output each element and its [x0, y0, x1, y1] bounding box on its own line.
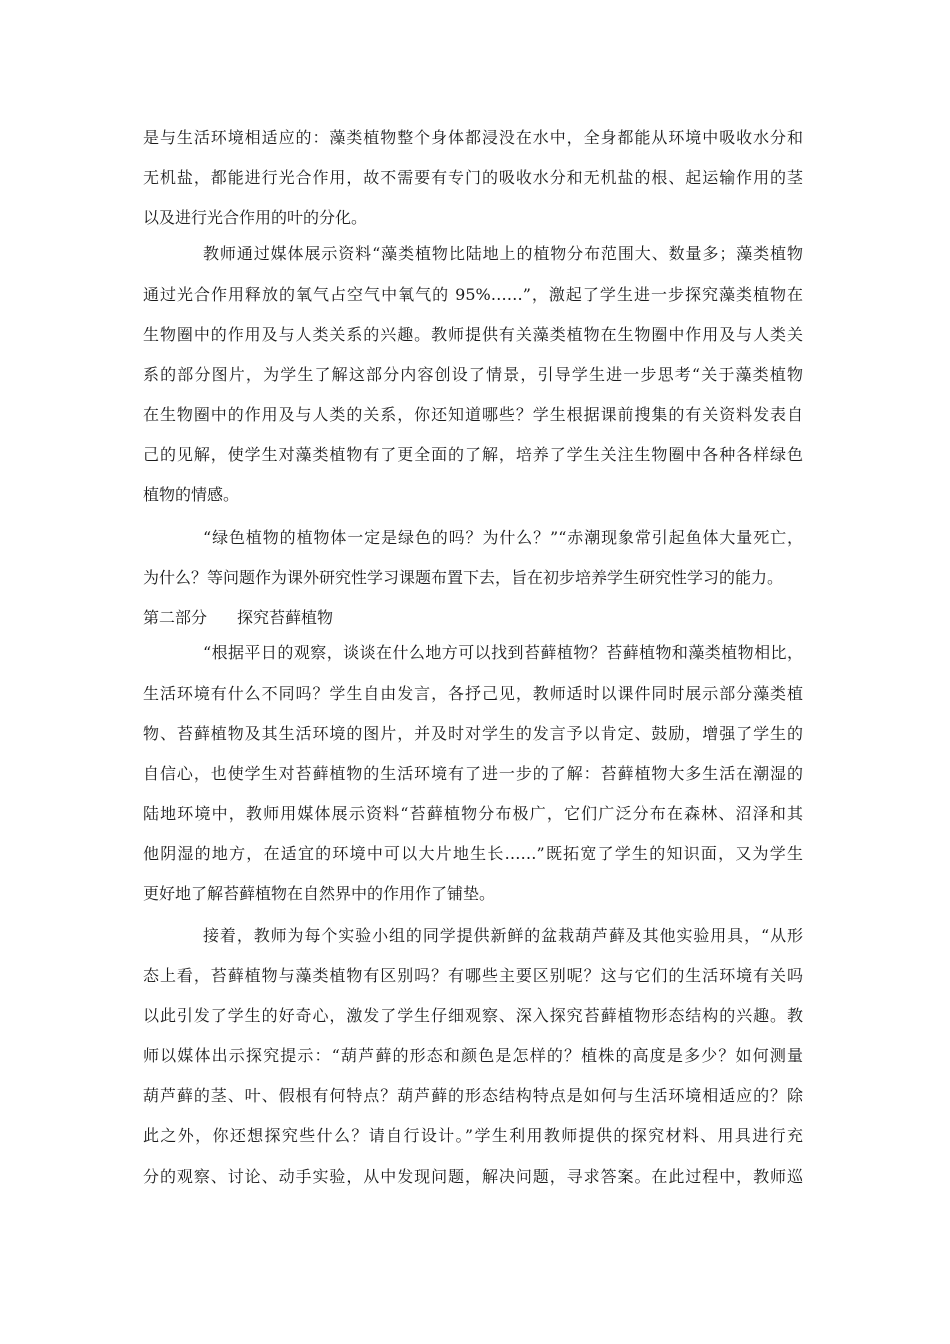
section-heading	[143, 604, 333, 632]
section-part-label: 第二部分	[143, 608, 208, 627]
paragraph-1-line-1: 是与生活环境相适应的：藻类植物整个身体都浸没在水中，全身都能从环境中吸收水分和	[143, 128, 803, 147]
paragraph-5-line-4: 师以媒体出示探究提示：“葫芦藓的形态和颜色是怎样的？植株的高度是多少？如何测量	[143, 1046, 803, 1065]
paragraph-4-line-2: 生活环境有什么不同吗？学生自由发言，各抒己见，教师适时以课件同时展示部分藻类植	[143, 684, 803, 703]
paragraph-1-line-3: 以及进行光合作用的叶的分化。	[143, 208, 368, 227]
paragraph-4-line-1: “根据平日的观察，谈谈在什么地方可以找到苔藓植物？苔藓植物和藻类植物相比，	[203, 643, 803, 662]
paragraph-5-line-2: 态上看，苔藓植物与藻类植物有区别吗？有哪些主要区别呢？这与它们的生活环境有关吗	[143, 966, 803, 985]
paragraph-1-line-2: 无机盐，都能进行光合作用，故不需要有专门的吸收水分和无机盐的根、起运输作用的茎	[143, 168, 803, 187]
paragraph-4-line-5: 陆地环境中，教师用媒体展示资料“苔藓植物分布极广，它们广泛分布在森林、沼泽和其	[143, 804, 803, 823]
paragraph-2-line-6: 己的见解，使学生对藻类植物有了更全面的了解，培养了学生关注生物圈中各种各样绿色	[143, 445, 803, 464]
paragraph-4-line-7: 更好地了解苔藓植物在自然界中的作用作了铺垫。	[143, 884, 496, 903]
paragraph-5-line-7: 分的观察、讨论、动手实验，从中发现问题，解决问题，寻求答案。在此过程中，教师巡	[143, 1167, 803, 1186]
paragraph-2-line-2: 通过光合作用释放的氧气占空气中氧气的 95%……”，激起了学生进一步探究藻类植物在	[143, 285, 803, 304]
paragraph-4-line-3: 物、苔藓植物及其生活环境的图片，并及时对学生的发言予以肯定、鼓励，增强了学生的	[143, 724, 803, 743]
paragraph-2-line-4: 系的部分图片，为学生了解这部分内容创设了情景，引导学生进一步思考“关于藻类植物	[143, 365, 803, 384]
paragraph-4-line-4: 自信心，也使学生对苔藓植物的生活环境有了进一步的了解：苔藓植物大多生活在潮湿的	[143, 764, 803, 783]
section-title: 探究苔藓植物	[237, 608, 334, 627]
paragraph-2-line-7: 植物的情感。	[143, 485, 240, 504]
paragraph-2-line-3: 生物圈中的作用及与人类关系的兴趣。教师提供有关藻类植物在生物圈中作用及与人类关	[143, 325, 803, 344]
paragraph-5-line-3: 以此引发了学生的好奇心，激发了学生仔细观察、深入探究苔藓植物形态结构的兴趣。教	[143, 1006, 803, 1025]
paragraph-3-line-2: 为什么？等问题作为课外研究性学习课题布置下去，旨在初步培养学生研究性学习的能力。	[143, 568, 784, 587]
paragraph-3-line-1: “绿色植物的植物体一定是绿色的吗？为什么？”“赤潮现象常引起鱼体大量死亡，	[203, 528, 803, 547]
paragraph-5-line-5: 葫芦藓的茎、叶、假根有何特点？葫芦藓的形态结构特点是如何与生活环境相适应的？除	[143, 1086, 803, 1105]
paragraph-2-line-5: 在生物圈中的作用及与人类的关系，你还知道哪些？学生根据课前搜集的有关资料发表自	[143, 405, 803, 424]
paragraph-5-line-6: 此之外，你还想探究些什么？请自行设计。”学生利用教师提供的探究材料、用具进行充	[143, 1126, 803, 1145]
paragraph-5-line-1: 接着，教师为每个实验小组的同学提供新鲜的盆栽葫芦藓及其他实验用具，“从形	[203, 926, 803, 945]
paragraph-2-line-1: 教师通过媒体展示资料“藻类植物比陆地上的植物分布范围大、数量多；藻类植物	[203, 244, 803, 263]
paragraph-4-line-6: 他阴湿的地方，在适宜的环境中可以大片地生长……”既拓宽了学生的知识面，又为学生	[143, 844, 803, 863]
